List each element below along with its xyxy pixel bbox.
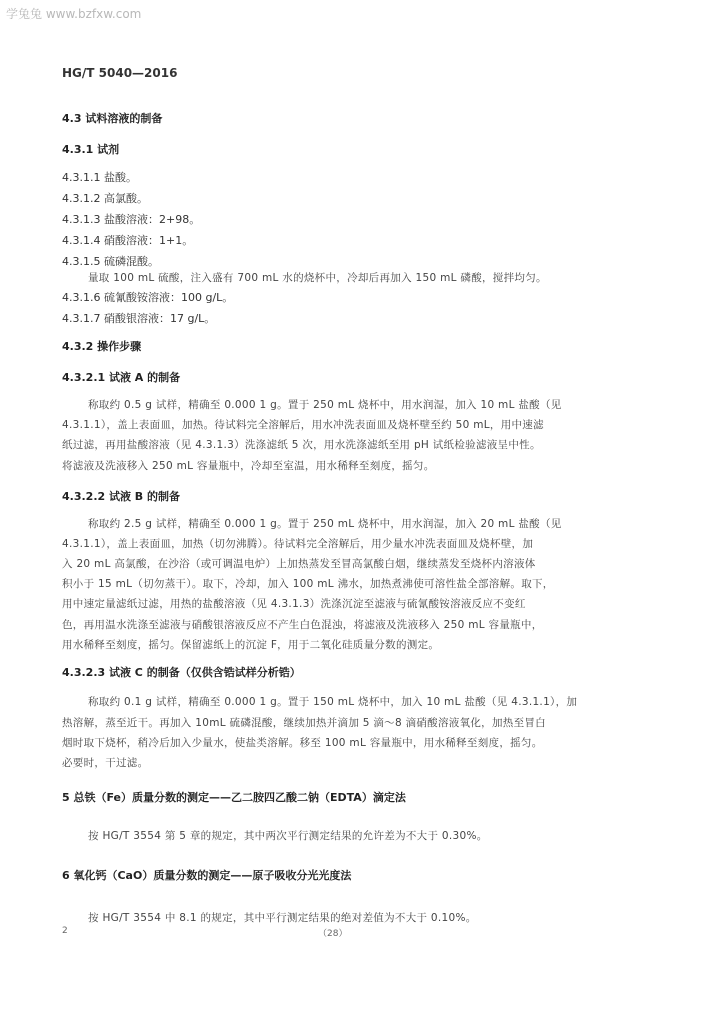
section-4-3-2-3-heading: 4.3.2.3 试液 C 的制备（仅供含锆试样分析锆）: [62, 666, 301, 679]
body-text: 必要时，干过滤。: [62, 757, 149, 769]
body-text: 热溶解，蒸至近干。再加入 10mL 硫磷混酸，继续加热并滴加 5 滴～8 滴硝酸溶液氧化，加热至冒白: [62, 717, 546, 729]
body-text: 积小于 15 mL（切勿蒸干）。取下，冷却，加入 100 mL 沸水，加热煮沸使可溶性盐全部溶解。取下，: [62, 578, 554, 590]
body-text: 用水稀释至刻度，摇匀。保留滤纸上的沉淀 F，用于二氧化硅质量分数的测定。: [62, 639, 440, 651]
body-text: 4.3.1.1），盖上表面皿，加热。待试料完全溶解后，用水冲洗表面皿及烧杯壁至约 50 mL，用中速滤: [62, 419, 544, 431]
reagent-item: 4.3.1.2 高氯酸。: [62, 192, 148, 205]
section-4-3-1-heading: 4.3.1 试剂: [62, 143, 120, 156]
body-text: 按 HG/T 3554 中 8.1 的规定，其中平行测定结果的绝对差值为不大于 0.10%。: [88, 912, 477, 924]
reagent-item: 4.3.1.7 硝酸银溶液：17 g/L。: [62, 312, 216, 325]
watermark: 学兔兔 www.bzfxw.com: [6, 7, 142, 21]
section-4-3-2-1-heading: 4.3.2.1 试液 A 的制备: [62, 371, 181, 384]
standard-number: HG/T 5040—2016: [62, 66, 178, 80]
reagent-item: 4.3.1.3 盐酸溶液：2+98。: [62, 213, 201, 226]
page-number: 2: [62, 926, 68, 936]
body-text: 用中速定量滤纸过滤，用热的盐酸溶液（见 4.3.1.3）洗涤沉淀至滤液与硫氰酸铵溶液反应不变红: [62, 598, 526, 610]
footer-center: （28）: [318, 929, 348, 939]
reagent-item: 4.3.1.1 盐酸。: [62, 171, 137, 184]
reagent-item: 4.3.1.4 硝酸溶液：1+1。: [62, 234, 194, 247]
body-text: 量取 100 mL 硫酸，注入盛有 700 mL 水的烧杯中，冷却后再加入 150 mL 磷酸，搅拌均匀。: [88, 272, 547, 284]
body-text: 按 HG/T 3554 第 5 章的规定，其中两次平行测定结果的允许差为不大于 0.30%。: [88, 830, 488, 842]
section-4-3-heading: 4.3 试料溶液的制备: [62, 112, 163, 125]
body-text: 称取约 0.5 g 试样，精确至 0.000 1 g。置于 250 mL 烧杯中，用水润湿，加入 10 mL 盐酸（见: [88, 399, 562, 411]
reagent-item: 4.3.1.5 硫磷混酸。: [62, 255, 159, 268]
body-text: 将滤液及洗液移入 250 mL 容量瓶中，冷却至室温，用水稀释至刻度，摇匀。: [62, 460, 435, 472]
body-text: 色，再用温水洗涤至滤液与硝酸银溶液反应不产生白色混浊，将滤液及洗液移入 250 mL 容量瓶中，: [62, 619, 543, 631]
section-4-3-2-2-heading: 4.3.2.2 试液 B 的制备: [62, 490, 181, 503]
body-text: 称取约 0.1 g 试样，精确至 0.000 1 g。置于 150 mL 烧杯中，加入 10 mL 盐酸（见 4.3.1.1），加: [88, 696, 578, 708]
section-4-3-2-heading: 4.3.2 操作步骤: [62, 340, 142, 353]
reagent-item: 4.3.1.6 硫氰酸铵溶液：100 g/L。: [62, 291, 234, 304]
body-text: 纸过滤，再用盐酸溶液（见 4.3.1.3）洗涤滤纸 5 次，用水洗涤滤纸至用 pH 试纸检验滤液呈中性。: [62, 439, 541, 451]
body-text: 烟时取下烧杯，稍冷后加入少量水，使盐类溶解。移至 100 mL 容量瓶中，用水稀释至刻度，摇匀。: [62, 737, 543, 749]
section-5-heading: 5 总铁（Fe）质量分数的测定——乙二胺四乙酸二钠（EDTA）滴定法: [62, 791, 406, 804]
body-text: 称取约 2.5 g 试样，精确至 0.000 1 g。置于 250 mL 烧杯中，用水润湿，加入 20 mL 盐酸（见: [88, 518, 562, 530]
body-text: 入 20 mL 高氯酸，在沙浴（或可调温电炉）上加热蒸发至冒高氯酸白烟，继续蒸发至烧杯内溶液体: [62, 558, 536, 570]
body-text: 4.3.1.1），盖上表面皿，加热（切勿沸腾）。待试料完全溶解后，用少量水冲洗表面皿及烧杯壁，加: [62, 538, 534, 550]
section-6-heading: 6 氧化钙（CaO）质量分数的测定——原子吸收分光光度法: [62, 869, 352, 882]
